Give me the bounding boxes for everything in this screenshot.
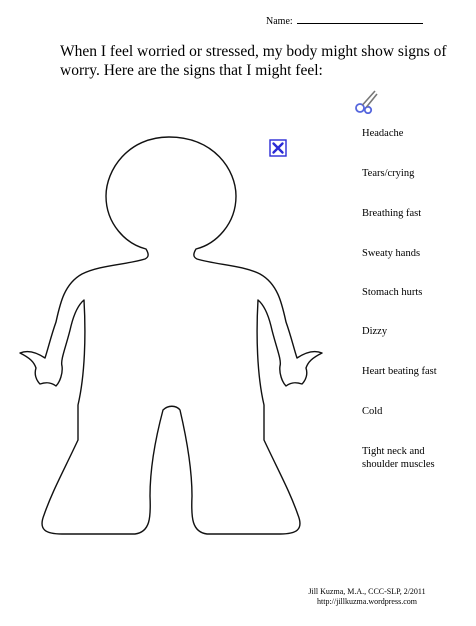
body-outline	[20, 137, 322, 534]
worksheet-title: When I feel worried or stressed, my body might show signs of worry. Here are the signs that I might feel:	[60, 43, 447, 79]
sign-breathing-fast: Breathing fast	[362, 208, 422, 219]
sign-heart-beating-fast: Heart beating fast	[362, 366, 437, 377]
name-label: Name:	[266, 16, 293, 27]
sign-sweaty-hands: Sweaty hands	[362, 248, 421, 259]
sign-stomach-hurts: Stomach hurts	[362, 287, 423, 298]
sign-headache: Headache	[362, 128, 404, 139]
checkbox-x-icon	[269, 139, 287, 157]
footer-url: http://jillkuzma.wordpress.com	[317, 597, 417, 606]
footer-author: Jill Kuzma, M.A., CCC-SLP, 2/2011	[308, 587, 426, 596]
footer-credit	[292, 587, 442, 607]
sign-dizzy: Dizzy	[362, 326, 388, 337]
scissors-icon	[354, 88, 380, 114]
sign-tears-crying: Tears/crying	[362, 168, 415, 179]
sign-tight-neck-shoulder-muscles: Tight neck and shoulder muscles	[362, 446, 435, 470]
sign-cold: Cold	[362, 406, 383, 417]
